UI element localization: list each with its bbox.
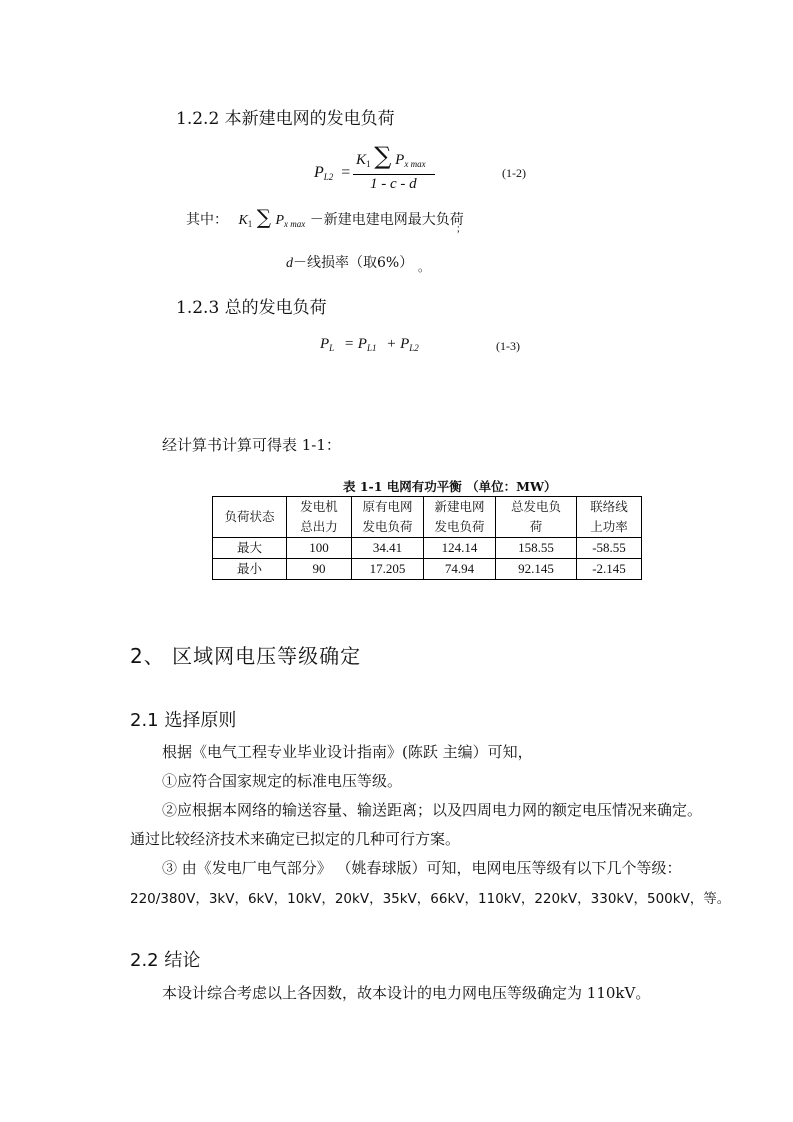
section-2-1-heading: 2.1 选择原则 xyxy=(130,710,237,731)
header-cell: 总发电负 荷 xyxy=(496,497,577,538)
where-d: d－线损率（取6%） xyxy=(286,255,414,271)
paragraph: 220/380V，3kV，6kV，10kV，20kV，35kV，66kV，110kV，220kV，330kV，500kV，等。 xyxy=(130,891,731,907)
header-cell: 负荷状态 xyxy=(213,497,287,538)
table-cell: 最大 xyxy=(213,538,287,559)
table-cell: 17.205 xyxy=(352,559,424,580)
eq-numerator: $K_1$ ∑ $P_{x max}$ xyxy=(356,142,426,170)
equation-number: (1-3) xyxy=(496,339,520,353)
table-cell: 92.145 xyxy=(496,559,577,580)
equation-1-3: $P_L = P_{L1} + P_{L2}$ xyxy=(320,336,419,353)
paragraph: ③ 由《发电厂电气部分》 （姚春球版）可知，电网电压等级有以下几个等级： xyxy=(162,859,682,877)
semicolon: ； xyxy=(456,224,466,235)
table-cell: -2.145 xyxy=(577,559,642,580)
section-2-2-heading: 2.2 结论 xyxy=(130,950,201,971)
power-balance-table xyxy=(212,496,642,580)
header-cell: 原有电网 发电负荷 xyxy=(352,497,424,538)
table-cell: 158.55 xyxy=(496,538,577,559)
fraction-bar xyxy=(353,174,435,175)
table-row xyxy=(213,559,642,580)
section-1-2-3-heading: 1.2.3 总的发电负荷 xyxy=(176,298,327,318)
table-cell: 74.94 xyxy=(424,559,496,580)
eq-denominator: 1 - c - d xyxy=(370,176,417,192)
header-cell: 发电机 总出力 xyxy=(287,497,352,538)
header-cell: 联络线 上功率 xyxy=(577,497,642,538)
eq-lhs: $P_{L2}$ = xyxy=(314,164,351,182)
paragraph: 通过比较经济技术来确定已拟定的几种可行方案。 xyxy=(130,830,461,848)
section-2-heading: 2、 区域网电压等级确定 xyxy=(130,644,362,668)
section-1-2-2-heading: 1.2.2 本新建电网的发电负荷 xyxy=(176,109,395,129)
paragraph: ②应根据本网络的输送容量、输送距离；以及四周电力网的额定电压情况来确定。 xyxy=(162,801,703,819)
period: 。 xyxy=(418,260,431,274)
table-cell: 90 xyxy=(287,559,352,580)
table-row xyxy=(213,538,642,559)
table-header-row xyxy=(213,497,642,538)
table-cell: 34.41 xyxy=(352,538,424,559)
table-cell: -58.55 xyxy=(577,538,642,559)
table-cell: 最小 xyxy=(213,559,287,580)
paragraph: 根据《电气工程专业毕业设计指南》(陈跃 主编）可知， xyxy=(162,743,533,761)
paragraph: 本设计综合考虑以上各因数，故本设计的电力网电压等级确定为 110kV。 xyxy=(162,984,651,1002)
table-caption: 表 1-1 电网有功平衡 （单位：MW） xyxy=(343,479,557,494)
table-cell: 124.14 xyxy=(424,538,496,559)
table-intro: 经计算书计算可得表 1-1： xyxy=(162,436,341,454)
paragraph: ①应符合国家规定的标准电压等级。 xyxy=(162,772,403,790)
table-cell: 100 xyxy=(287,538,352,559)
header-cell: 新建电网 发电负荷 xyxy=(424,497,496,538)
where-clause: 其中： $K_1$ ∑ $P_{x max}$ －新建电建电网最大负荷 xyxy=(186,205,464,229)
equation-number: (1-2) xyxy=(502,166,526,180)
